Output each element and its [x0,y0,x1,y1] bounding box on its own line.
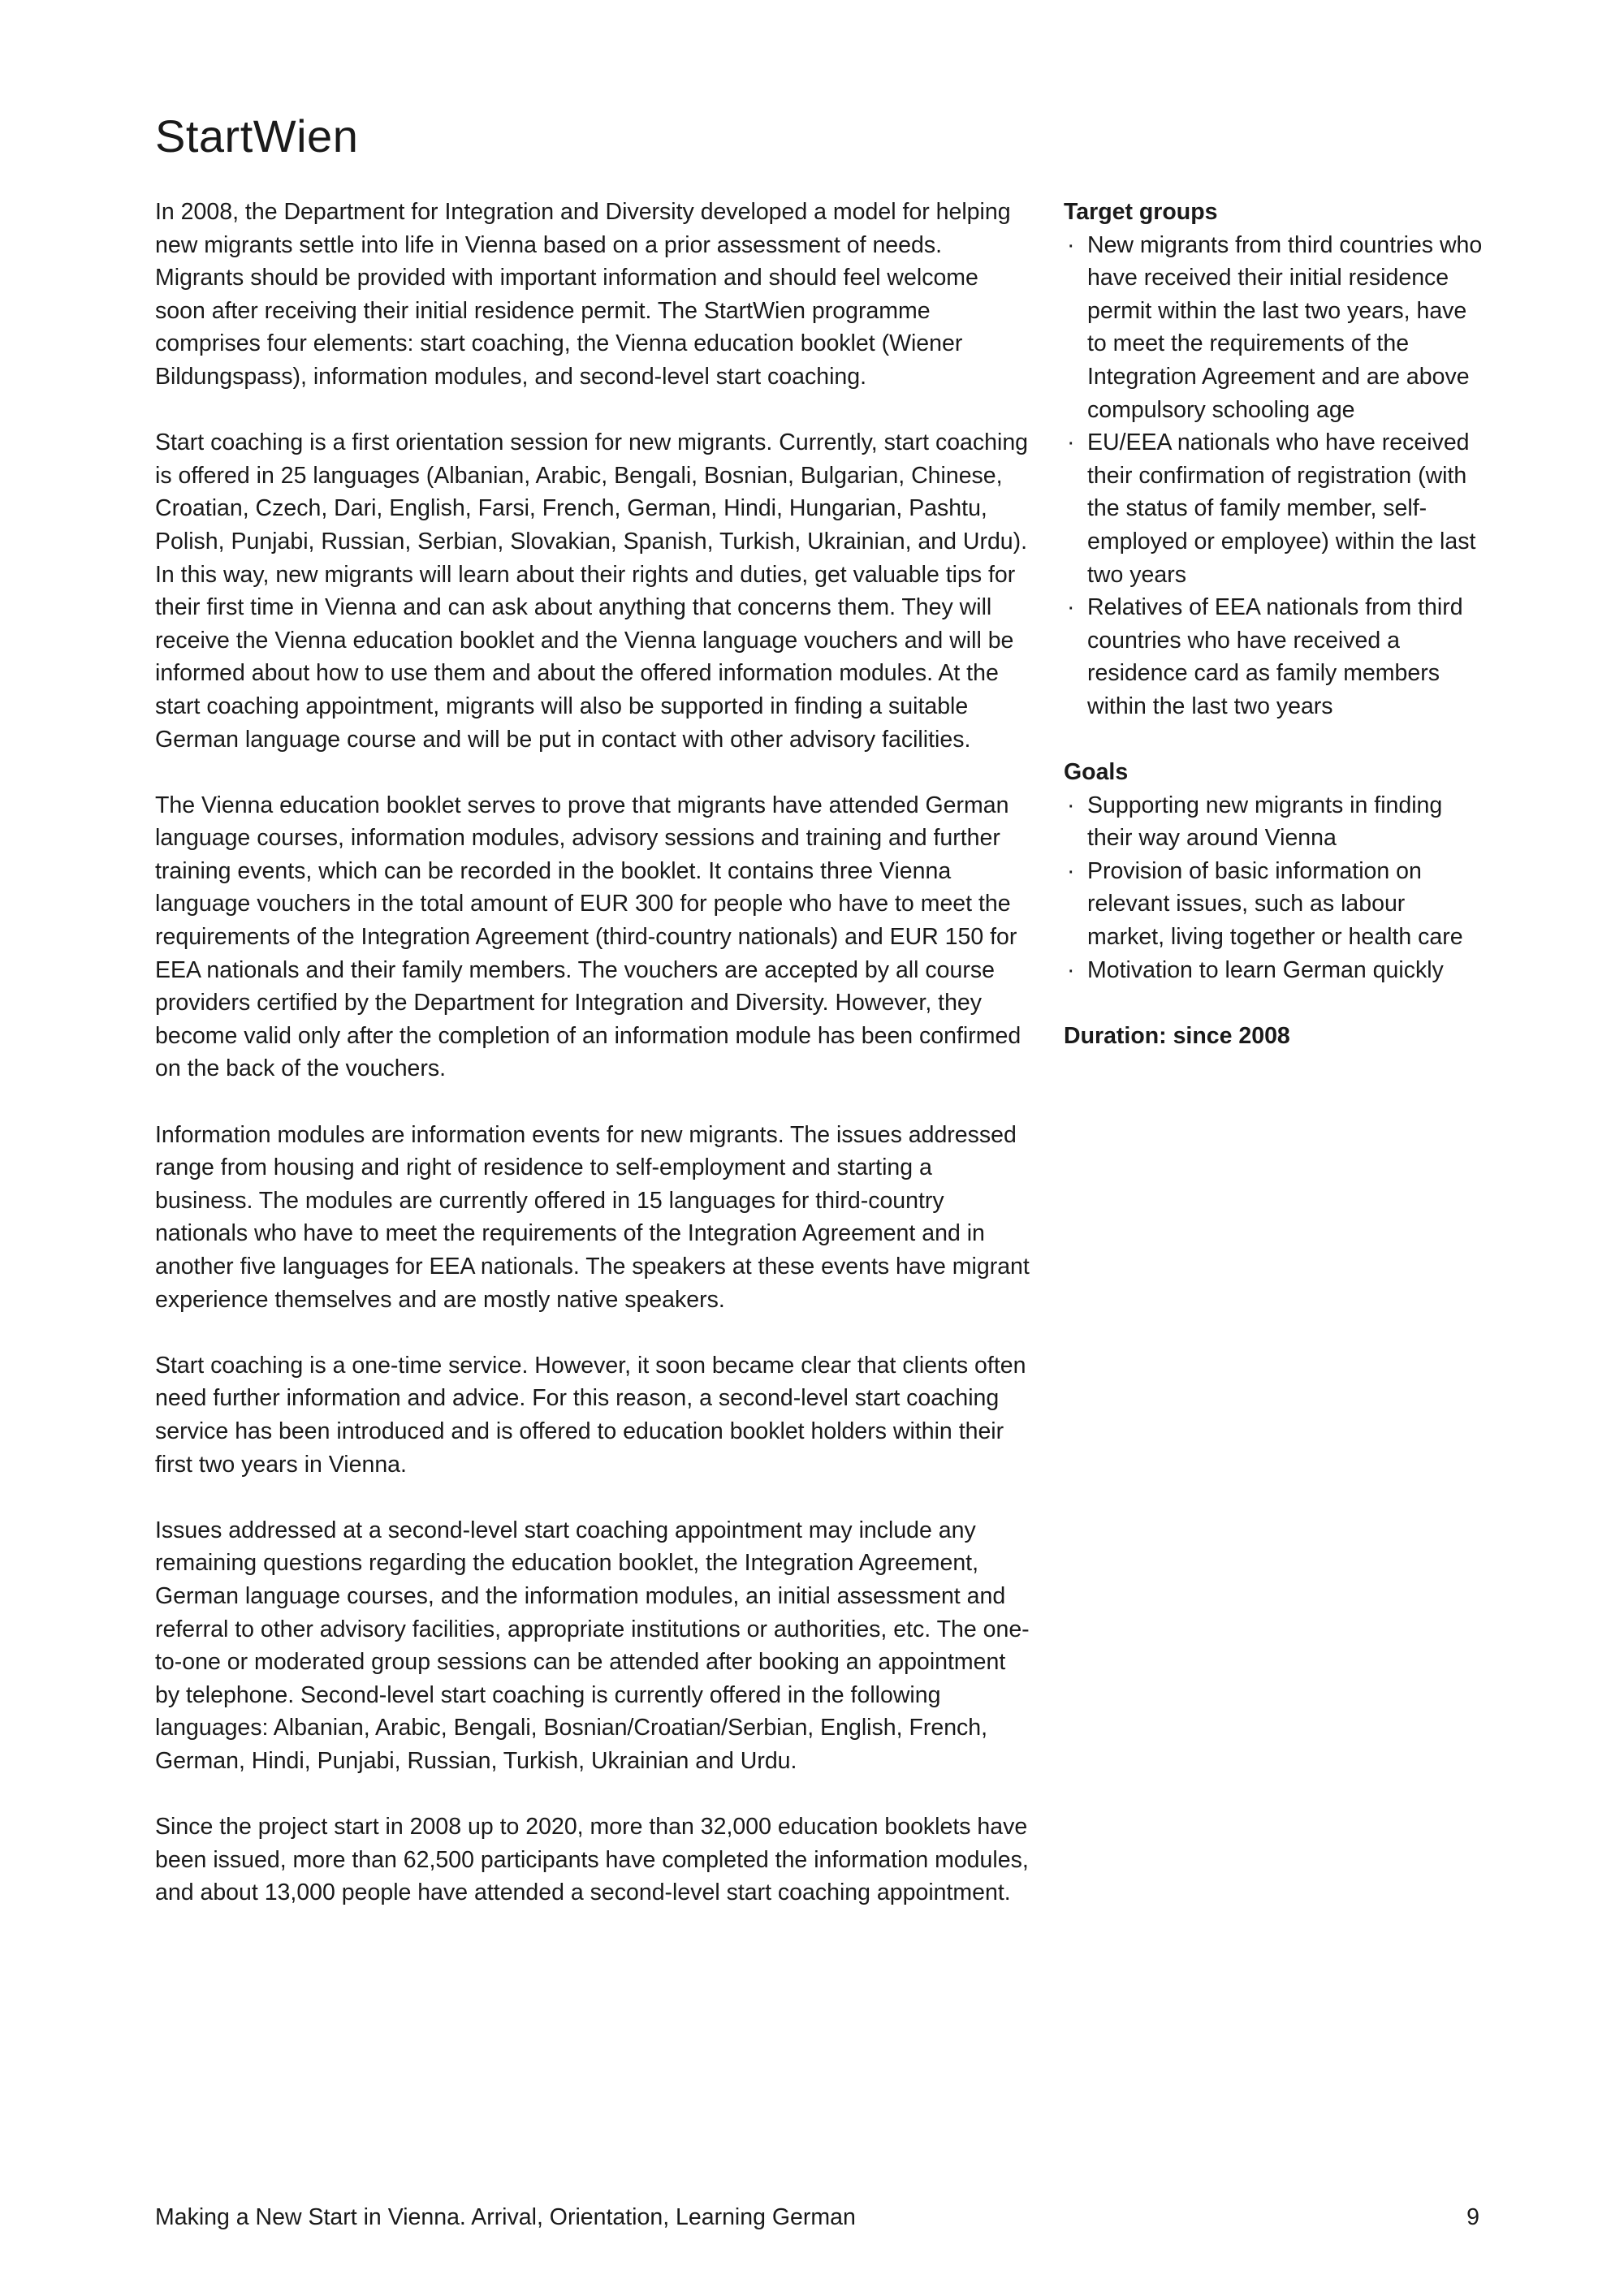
target-groups-list [1064,229,1486,723]
list-item-text: Relatives of EEA nationals from third countries who have received a residence card as family members within the last two years [1087,594,1463,719]
list-item [1064,855,1486,954]
list-item [1064,591,1486,723]
list-item-text: New migrants from third countries who have received their initial residence permit within the last two years, have to meet the requirements of the Integration Agreement and are above compulsory schooling age [1087,231,1483,423]
target-groups-heading: Target groups [1064,199,1218,225]
bullet-icon: · [1067,231,1075,258]
list-item [1064,229,1486,427]
list-item [1064,789,1486,855]
paragraph-one-time-service: Start coaching is a one-time service. However, it soon became clear that clients often need further information and advice. For this reason, a second-level start coaching service has been introduced and is offered to education booklet holders within their first two years in Vienna. [155,1352,1026,1478]
bullet-icon: · [1067,857,1075,884]
paragraph-information-modules: Information modules are information events for new migrants. The issues addressed range from housing and right of residence to self-employment and starting a business. The modules are currently offered in 15 languages for third-country nationals who have to meet the requirements of the Integration Agreement and in another five languages for EEA nationals. The speakers at these events have migrant experience themselves and are mostly native speakers. [155,1121,1030,1313]
page-number: 9 [1466,2204,1479,2230]
paragraph-education-booklet: The Vienna education booklet serves to prove that migrants have attended German language courses, information modules, advisory sessions and training and further training events, which can be recorded in the booklet. It contains three Vienna language vouchers in the total amount of EUR 300 for people who have to meet the requirements of the Integration Agreement (third-country nationals) and EUR 150 for EEA nationals and their family members. The vouchers are accepted by all course providers certified by the Department for Integration and Diversity. However, they become valid only after the completion of an information module has been confirmed on the back of the vouchers. [155,792,1021,1082]
bullet-icon: · [1067,594,1075,621]
footer-title: Making a New Start in Vienna. Arrival, Orientation, Learning German [155,2204,856,2230]
paragraph-second-level-issues: Issues addressed at a second-level start coaching appointment may include any remaining questions regarding the education booklet, the Integration Agreement, German language courses, and the information modules, an initial assessment and referral to other advisory facilities, appropriate institutions or authorities, etc. The one-to-one or moderated group sessions can be attended after booking an appointment by telephone. Second-level start coaching is currently offered in the following languages: Albanian, Arabic, Bengali, Bosnian/Croatian/Serbian, English, French, German, Hindi, Punjabi, Russian, Turkish, Ukrainian and Urdu. [155,1517,1030,1774]
paragraph-start-coaching: Start coaching is a first orientation session for new migrants. Currently, start coaching is offered in 25 languages (Albanian, Arabic, Bengali, Bosnian, Bulgarian, Chinese, Croatian, Czech, Dari, English, Farsi, French, German, Hindi, Hungarian, Pashtu, Polish, Punjabi, Russian, Serbian, Slovakian, Spanish, Turkish, Ukrainian, and Urdu). In this way, new migrants will learn about their rights and duties, get valuable tips for their first time in Vienna and can ask about anything that concerns them. They will receive the Vienna education booklet and the Vienna language vouchers and will be informed about how to use them and about the offered information modules. At the start coaching appointment, migrants will also be supported in finding a suitable German language course and will be put in contact with other advisory facilities. [155,429,1029,753]
list-item-text: Supporting new migrants in finding their way around Vienna [1087,792,1443,852]
sidebar [1064,196,1486,1052]
list-item-text: Motivation to learn German quickly [1087,956,1444,983]
bullet-icon: · [1067,956,1075,983]
list-item-text: EU/EEA nationals who have received their confirmation of registration (with the status of family member, self-employed or employee) within the last two years [1087,429,1476,588]
goals-heading: Goals [1064,759,1129,786]
main-text-column [155,196,1032,1942]
bullet-icon: · [1067,792,1075,818]
page-title: StartWien [155,110,359,162]
list-item-text: Provision of basic information on relevant issues, such as labour market, living together or health care [1087,857,1463,951]
goals-list [1064,789,1486,987]
duration-label: Duration: since 2008 [1064,1022,1290,1049]
paragraph-intro: In 2008, the Department for Integration and Diversity developed a model for helping new migrants settle into life in Vienna based on a prior assessment of needs. Migrants should be provided with important information and should feel welcome soon after receiving their initial residence permit. The StartWien programme comprises four elements: start coaching, the Vienna education booklet (Wiener Bildungspass), information modules, and second-level start coaching. [155,199,1011,390]
list-item [1064,954,1486,987]
list-item [1064,426,1486,591]
bullet-icon: · [1067,429,1075,456]
paragraph-statistics: Since the project start in 2008 up to 2020, more than 32,000 education booklets have been issued, more than 62,500 participants have completed the information modules, and about 13,000 people have attended a second-level start coaching appointment. [155,1814,1029,1906]
